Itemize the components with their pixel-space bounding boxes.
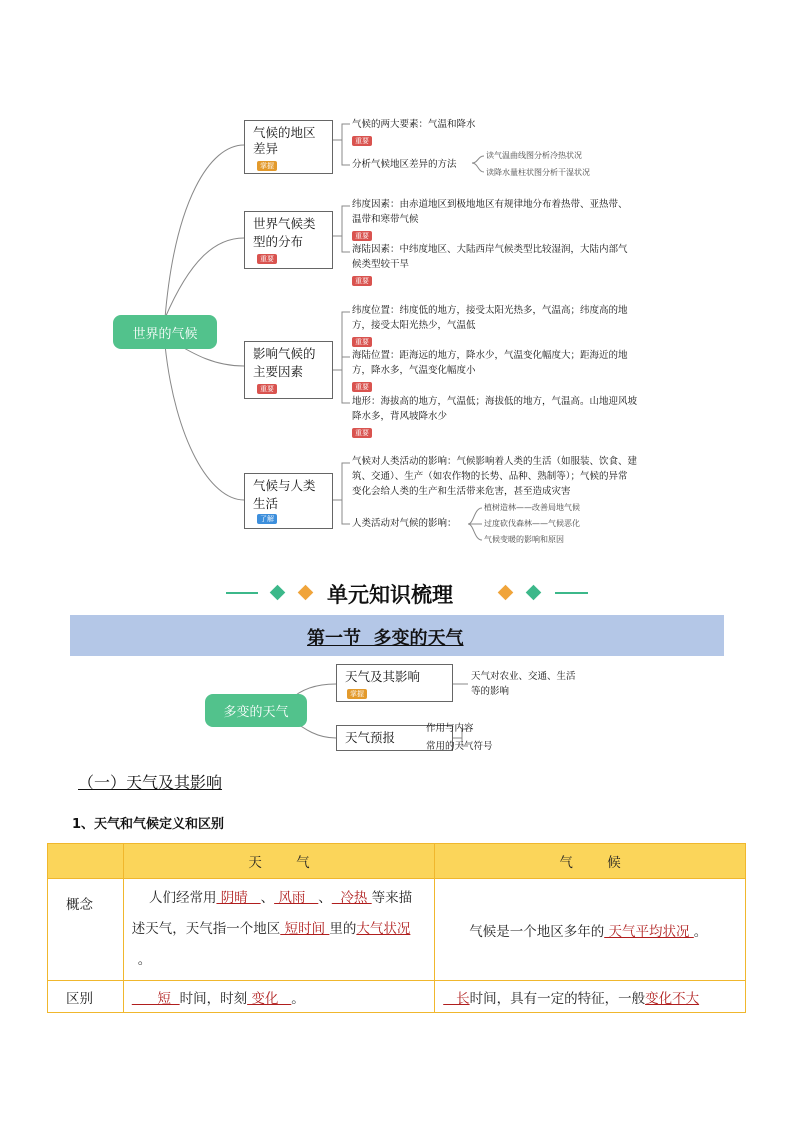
table-header-weather bbox=[123, 844, 434, 879]
comparison-table bbox=[47, 843, 746, 1013]
table-header-climate bbox=[435, 844, 746, 879]
table-row bbox=[48, 981, 746, 1013]
branch-title-line2: 差异 bbox=[253, 141, 279, 156]
mindmap2-leaf-impact bbox=[471, 669, 576, 699]
leaf-latitude-factor bbox=[352, 197, 628, 227]
leaf-warming: 气候变暖的影响和原因 bbox=[484, 535, 564, 544]
node-tag: 掌握 bbox=[347, 689, 367, 699]
mindmap2-leaf-role: 作用与内容 bbox=[426, 723, 474, 734]
leaf-analysis-method: 分析气候地区差异的方法 bbox=[352, 159, 457, 170]
leaf-temp-curve: 读气温曲线图分析冷热状况 bbox=[486, 151, 582, 160]
text: 、 bbox=[318, 890, 332, 906]
branch-title-line1: 气候的地区 bbox=[253, 125, 316, 140]
subsection-title: （一）天气及其影响 bbox=[78, 773, 223, 792]
leaf-land-sea-position bbox=[352, 348, 628, 378]
leaf-tag: 重要 bbox=[352, 136, 372, 146]
branch-tag: 了解 bbox=[257, 514, 277, 524]
mindmap1-root-label: 世界的气候 bbox=[132, 326, 198, 342]
text: 气候是一个地区多年的 bbox=[469, 923, 605, 940]
answer-blank: 短 bbox=[131, 990, 180, 1007]
text: 。 bbox=[693, 923, 708, 940]
leaf-tag: 重要 bbox=[352, 428, 372, 438]
leaf-land-sea-factor bbox=[352, 242, 628, 272]
leaf-line: 筑、交通）、生产（如农作物的长势、品种、熟制等）；气候的异常 bbox=[352, 471, 628, 482]
branch-tag: 重要 bbox=[257, 254, 277, 264]
branch-title-line2: 型的分布 bbox=[253, 234, 304, 249]
branch-title-line1: 气候与人类 bbox=[253, 478, 316, 493]
row-label: 区别 bbox=[48, 981, 124, 1013]
mindmap2-node-weather-impact bbox=[336, 664, 453, 702]
answer-blank: 阴晴 bbox=[216, 890, 261, 906]
leaf-line: 等的影响 bbox=[471, 686, 510, 697]
row-label: 概念 bbox=[48, 879, 124, 981]
answer-blank: 风雨 bbox=[274, 890, 319, 906]
leaf-latitude-position bbox=[352, 303, 628, 333]
leaf-tag: 重要 bbox=[352, 337, 372, 347]
leaf-climate-elements: 气候的两大要素：气温和降水 bbox=[352, 119, 476, 130]
mindmap1-branch-climate-and-life bbox=[244, 473, 333, 529]
branch-tag: 重要 bbox=[257, 384, 277, 394]
header-label: 天 气 bbox=[248, 855, 310, 871]
text: 人们经常用 bbox=[148, 890, 217, 906]
node-title: 天气预报 bbox=[345, 730, 396, 745]
answer-blank: 短时间 bbox=[280, 921, 330, 937]
mindmap1-branch-climate-differences bbox=[244, 120, 333, 174]
climate-concept-cell bbox=[435, 879, 746, 981]
leaf-line: 纬度位置：纬度低的地方，接受太阳光热多，气温高；纬度高的地 bbox=[352, 305, 628, 316]
branch-tag: 掌握 bbox=[257, 161, 277, 171]
table-header-empty bbox=[48, 844, 124, 879]
leaf-line: 地形：海拔高的地方，气温低；海拔低的地方，气温高。山地迎风坡 bbox=[352, 396, 638, 407]
branch-title-line2: 主要因素 bbox=[253, 364, 304, 379]
leaf-tag: 重要 bbox=[352, 276, 372, 286]
banner-title: 单元知识梳理 bbox=[327, 583, 453, 607]
answer-blank: 变化 bbox=[247, 990, 292, 1007]
leaf-line: 天气对农业、交通、生活 bbox=[471, 671, 576, 682]
leaf-line: 变化会给人类的生产和生活带来危害，甚至造成灾害 bbox=[352, 486, 571, 497]
leaf-afforestation: 植树造林——改善局地气候 bbox=[484, 503, 580, 512]
leaf-human-on-climate: 人类活动对气候的影响： bbox=[352, 518, 457, 529]
climate-diff-cell bbox=[435, 981, 746, 1013]
leaf-line: 海陆因素：中纬度地区、大陆西岸气候类型比较湿润，大陆内部气 bbox=[352, 244, 628, 255]
header-label: 气 候 bbox=[559, 855, 621, 871]
mindmap2-root bbox=[205, 694, 307, 727]
answer-blank: 大气状况 bbox=[356, 921, 411, 937]
node-title: 天气及其影响 bbox=[345, 669, 421, 684]
answer-blank: 长 bbox=[443, 990, 470, 1007]
branch-title-line1: 影响气候的 bbox=[253, 346, 316, 361]
text: 述天气，天气指一个地区 bbox=[131, 921, 281, 937]
leaf-line: 候类型较干旱 bbox=[352, 259, 410, 270]
text: 时间，具有一定的特征，一般 bbox=[469, 990, 646, 1007]
weather-concept-cell bbox=[123, 879, 434, 981]
weather-diff-cell bbox=[123, 981, 434, 1013]
leaf-terrain bbox=[352, 394, 637, 424]
text: 、 bbox=[260, 890, 275, 906]
answer-blank: 天气平均状况 bbox=[604, 923, 694, 940]
table-header-row bbox=[48, 844, 746, 879]
question-title: 1、天气和气候定义和区别 bbox=[72, 817, 225, 832]
mindmap1-root bbox=[113, 315, 217, 349]
leaf-tag: 重要 bbox=[352, 231, 372, 241]
table-row bbox=[48, 879, 746, 981]
mindmap2-root-label: 多变的天气 bbox=[223, 705, 289, 720]
text: 时间，时刻 bbox=[179, 990, 248, 1007]
answer-blank: 变化不大 bbox=[645, 990, 700, 1007]
leaf-tag: 重要 bbox=[352, 382, 372, 392]
leaf-deforestation: 过度砍伐森林——气候恶化 bbox=[484, 519, 580, 528]
answer-blank: 冷热 bbox=[331, 890, 372, 906]
text: 。 bbox=[137, 952, 152, 968]
text: 里的 bbox=[329, 921, 357, 937]
mindmap1-branch-influencing-factors bbox=[244, 341, 333, 399]
leaf-line: 纬度因素：由赤道地区到极地地区有规律地分布着热带、亚热带、 bbox=[352, 199, 628, 210]
mindmap2-leaf-symbols: 常用的天气符号 bbox=[426, 741, 493, 752]
branch-title-line1: 世界气候类 bbox=[253, 216, 316, 231]
leaf-line: 降水多，背风坡降水少 bbox=[352, 411, 448, 422]
leaf-line: 方，接受太阳光热少，气温低 bbox=[352, 320, 476, 331]
leaf-line: 气候对人类活动的影响：气候影响着人类的生活（如服装、饮食、建 bbox=[352, 456, 638, 467]
text: 。 bbox=[291, 990, 305, 1007]
text: 等来描 bbox=[371, 890, 413, 906]
leaf-line: 方，降水多，气温变化幅度小 bbox=[352, 365, 476, 376]
section-title: 第一节 多变的天气 bbox=[307, 628, 464, 649]
branch-title-line2: 生活 bbox=[253, 496, 279, 511]
mindmap1-branch-climate-distribution bbox=[244, 211, 333, 269]
leaf-line: 温带和寒带气候 bbox=[352, 214, 419, 225]
leaf-precip-bar: 读降水量柱状图分析干湿状况 bbox=[486, 168, 590, 177]
leaf-line: 海陆位置：距海远的地方，降水少，气温变化幅度大；距海近的地 bbox=[352, 350, 628, 361]
leaf-climate-on-human bbox=[352, 454, 637, 499]
